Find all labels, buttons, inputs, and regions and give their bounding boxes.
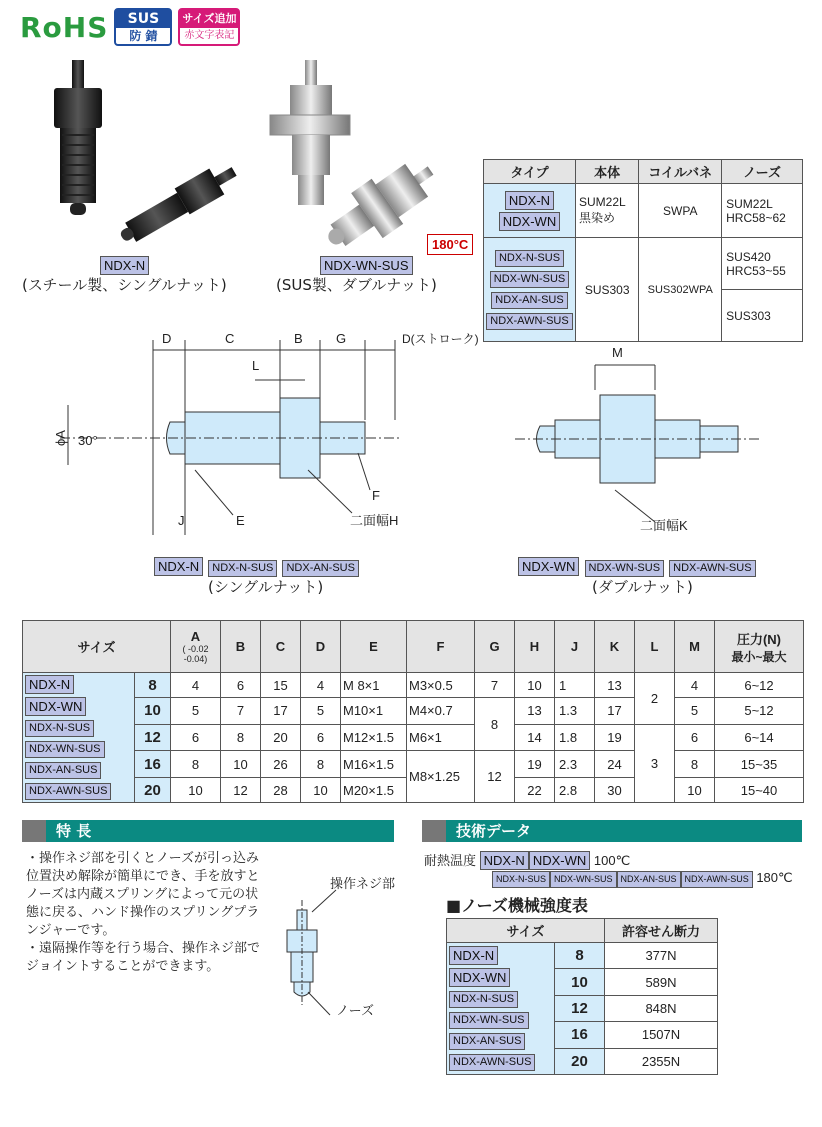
mat-body: SUS303	[576, 238, 639, 342]
a-tol-upper: ( -0.02	[182, 644, 209, 654]
size-header: L	[635, 621, 675, 673]
product-tag-2-wrap	[320, 255, 413, 275]
pressure-sub: 最小~最大	[731, 649, 787, 664]
dim-K: 二面幅K	[640, 518, 688, 533]
strength-types	[447, 943, 555, 1075]
size-cell: 20	[135, 778, 171, 803]
header-A-text: A	[190, 629, 201, 644]
cell: 6~14	[715, 724, 804, 751]
mat-header: コイルバネ	[639, 160, 722, 184]
heat-value: 180℃	[756, 870, 793, 885]
type-tag: NDX-WN-SUS	[550, 871, 617, 888]
cell: 22	[515, 778, 555, 803]
size-cell: 8	[135, 673, 171, 698]
cell: M3×0.5	[407, 673, 475, 698]
type-tag: NDX-WN-SUS	[490, 271, 570, 288]
dim-angle: 30°	[78, 433, 98, 448]
cell: 12	[221, 778, 261, 803]
cell: 12	[475, 751, 515, 803]
type-tag: NDX-N-SUS	[492, 871, 550, 888]
dim-C: C	[225, 331, 235, 346]
cell: 15~40	[715, 778, 804, 803]
size-header: J	[555, 621, 595, 673]
size-cell: 12	[555, 995, 605, 1021]
type-tag: NDX-AN-SUS	[449, 1033, 525, 1050]
type-tag: NDX-N	[25, 675, 74, 694]
force-cell: 1507N	[605, 1022, 718, 1048]
cell: 8	[221, 724, 261, 751]
double-nut-diagram	[500, 340, 800, 540]
type-tag: NDX-N-SUS	[495, 250, 564, 267]
dim-H: 二面幅H	[350, 513, 399, 528]
type-tag: NDX-AWN-SUS	[669, 560, 755, 577]
size-cell: 8	[555, 943, 605, 969]
cell: 10	[221, 751, 261, 778]
temp-badge: 180°C	[427, 234, 473, 255]
feature-diagram	[270, 870, 410, 1030]
cell: 2.3	[555, 751, 595, 778]
cell: 13	[515, 698, 555, 725]
type-tag: NDX-WN	[518, 557, 579, 576]
cell: 10	[675, 778, 715, 803]
type-tag: NDX-AWN-SUS	[486, 313, 572, 330]
single-tags	[154, 556, 359, 577]
type-tag: NDX-N-SUS	[25, 720, 94, 737]
cell: 26	[261, 751, 301, 778]
cell: 24	[595, 751, 635, 778]
size-header-pressure	[715, 621, 804, 673]
cell: 6	[221, 673, 261, 698]
heat-value: 100℃	[593, 853, 631, 868]
cell: M 8×1	[341, 673, 407, 698]
force-cell: 589N	[605, 969, 718, 995]
type-tag: NDX-AN-SUS	[617, 871, 681, 888]
type-tag: NDX-WN	[499, 212, 560, 231]
size-types	[23, 673, 135, 803]
type-tag: NDX-AN-SUS	[491, 292, 567, 309]
cell: 19	[595, 724, 635, 751]
cell: 5	[171, 698, 221, 725]
sus-badge-top: SUS	[116, 10, 170, 28]
mat-types	[484, 238, 576, 342]
type-tag: NDX-N	[480, 851, 529, 870]
force-cell: 2355N	[605, 1048, 718, 1074]
size-header: E	[341, 621, 407, 673]
dim-L: L	[252, 358, 260, 373]
dim-stroke: D(ストローク)	[402, 332, 479, 346]
mat-body: SUM22L 黒染め	[576, 184, 639, 238]
size-header: B	[221, 621, 261, 673]
size-badge-top: サイズ追加	[180, 10, 238, 28]
type-tag: NDX-WN-SUS	[585, 560, 665, 577]
type-tag: NDX-AWN-SUS	[25, 783, 111, 800]
type-tag: NDX-AWN-SUS	[449, 1054, 535, 1071]
size-header: M	[675, 621, 715, 673]
force-cell: 848N	[605, 995, 718, 1021]
features-title: 特 長	[22, 820, 394, 842]
strength-header: 許容せん断力	[605, 919, 718, 943]
size-header: D	[301, 621, 341, 673]
cell: 2	[635, 673, 675, 725]
size-header: F	[407, 621, 475, 673]
cell: 4	[171, 673, 221, 698]
cell: 8	[171, 751, 221, 778]
strength-title: ■ノーズ機械強度表	[446, 896, 588, 915]
size-cell: 10	[555, 969, 605, 995]
cell: 20	[261, 724, 301, 751]
features-list	[26, 850, 266, 976]
sus-badge	[114, 8, 172, 46]
cell: 6	[675, 724, 715, 751]
dim-B: B	[294, 331, 303, 346]
heat-row-2	[492, 870, 793, 888]
size-cell: 16	[135, 751, 171, 778]
product-tag: NDX-WN-SUS	[320, 256, 413, 275]
type-tag: NDX-WN-SUS	[25, 741, 105, 758]
dim-J: J	[178, 513, 185, 528]
type-tag: NDX-N-SUS	[208, 560, 277, 577]
size-header: K	[595, 621, 635, 673]
strength-header: サイズ	[447, 919, 605, 943]
mat-header: ノーズ	[722, 160, 803, 184]
cell: 1	[555, 673, 595, 698]
dim-D: D	[162, 331, 172, 346]
product-caption: (SUS製、ダブルナット)	[276, 276, 437, 294]
size-header-A	[171, 621, 221, 673]
cell: 6	[171, 724, 221, 751]
cell: 15~35	[715, 751, 804, 778]
cell: M16×1.5	[341, 751, 407, 778]
cell: 28	[261, 778, 301, 803]
cell: M4×0.7	[407, 698, 475, 725]
mat-spring: SUS302WPA	[639, 238, 722, 342]
cell: M10×1	[341, 698, 407, 725]
double-caption: (ダブルナット)	[592, 578, 693, 596]
cell: 19	[515, 751, 555, 778]
dim-F: F	[372, 488, 380, 503]
cell: 15	[261, 673, 301, 698]
cell: 8	[301, 751, 341, 778]
type-tag: NDX-AN-SUS	[282, 560, 358, 577]
tech-title: 技術データ	[422, 820, 802, 842]
size-badge-bottom: 赤文字表記	[184, 30, 235, 41]
feature-item: ・遠隔操作等を行う場合、操作ネジ部でジョイントすることができます。	[26, 941, 261, 974]
cell: 17	[261, 698, 301, 725]
cell: 10	[171, 778, 221, 803]
cell: 10	[515, 673, 555, 698]
mat-nose: SUS303	[722, 290, 803, 342]
cell: 4	[301, 673, 341, 698]
size-header: C	[261, 621, 301, 673]
type-tag: NDX-WN	[25, 697, 86, 716]
size-cell: 20	[555, 1048, 605, 1074]
cell: 5	[301, 698, 341, 725]
badge-row	[20, 8, 240, 46]
a-tol-lower: -0.04)	[183, 654, 208, 664]
cell: 7	[221, 698, 261, 725]
single-nut-diagram	[40, 325, 490, 540]
rohs-logo: RoHS	[20, 10, 109, 44]
cell: M8×1.25	[407, 751, 475, 803]
cell: 5	[675, 698, 715, 725]
size-cell: 12	[135, 724, 171, 751]
dim-E: E	[236, 513, 245, 528]
black-plunger-photo	[54, 60, 242, 249]
type-tag: NDX-WN-SUS	[449, 1012, 529, 1029]
cell: M12×1.5	[341, 724, 407, 751]
material-table	[483, 159, 803, 342]
cell: 4	[675, 673, 715, 698]
pressure-title: 圧力(N)	[736, 631, 782, 647]
product-caption: (スチール製、シングルナット)	[22, 276, 227, 294]
type-tag: NDX-N	[449, 946, 498, 965]
size-cell: 10	[135, 698, 171, 725]
mat-types	[484, 184, 576, 238]
cell: 30	[595, 778, 635, 803]
cell: 6	[301, 724, 341, 751]
type-tag: NDX-WN	[529, 851, 590, 870]
cell: M20×1.5	[341, 778, 407, 803]
label-nose: ノーズ	[336, 1003, 374, 1018]
size-table	[22, 620, 804, 803]
dim-G: G	[336, 331, 347, 346]
dim-A: ϕA	[53, 430, 68, 446]
cell: 1.8	[555, 724, 595, 751]
silver-plunger-photo	[270, 60, 447, 255]
size-header: H	[515, 621, 555, 673]
type-tag: NDX-AWN-SUS	[681, 871, 753, 888]
size-add-badge	[178, 8, 240, 46]
single-caption: (シングルナット)	[208, 578, 324, 596]
product-tag: NDX-N	[100, 256, 149, 275]
cell: 8	[475, 698, 515, 751]
mat-nose: SUS420 HRC53~55	[722, 238, 803, 290]
cell: 10	[301, 778, 341, 803]
cell: 14	[515, 724, 555, 751]
cell: 1.3	[555, 698, 595, 725]
product-tag-1-wrap	[100, 255, 149, 275]
cell: 2.8	[555, 778, 595, 803]
force-cell: 377N	[605, 943, 718, 969]
type-tag: NDX-WN	[449, 968, 510, 987]
mat-nose: SUM22L HRC58~62	[722, 184, 803, 238]
cell: 6~12	[715, 673, 804, 698]
feature-item: ・操作ネジ部を引くとノーズが引っ込み位置決め解除が簡単にでき、手を放すとノーズは内蔵スプリングによって元の状態に戻る、ハンド操作のスプリングプランジャーです。	[26, 851, 260, 938]
size-header: G	[475, 621, 515, 673]
double-tags	[518, 556, 756, 577]
size-header: サイズ	[23, 621, 171, 673]
cell: 17	[595, 698, 635, 725]
cell: 13	[595, 673, 635, 698]
type-tag: NDX-N-SUS	[449, 991, 518, 1008]
cell: 5~12	[715, 698, 804, 725]
mat-spring: SWPA	[639, 184, 722, 238]
dim-M: M	[612, 345, 623, 360]
product-photos	[30, 55, 450, 255]
heat-row-1	[424, 850, 630, 870]
cell: 8	[675, 751, 715, 778]
type-tag: NDX-AN-SUS	[25, 762, 101, 779]
mat-header: タイプ	[484, 160, 576, 184]
size-cell: 16	[555, 1022, 605, 1048]
type-tag: NDX-N	[154, 557, 203, 576]
heat-label: 耐熱温度	[424, 853, 477, 868]
strength-table	[446, 918, 718, 1075]
cell: 3	[635, 724, 675, 802]
cell: 7	[475, 673, 515, 698]
label-screw: 操作ネジ部	[330, 876, 396, 891]
type-tag: NDX-N	[505, 191, 554, 210]
sus-badge-bottom: 防 錆	[129, 29, 158, 43]
mat-header: 本体	[576, 160, 639, 184]
cell: M6×1	[407, 724, 475, 751]
